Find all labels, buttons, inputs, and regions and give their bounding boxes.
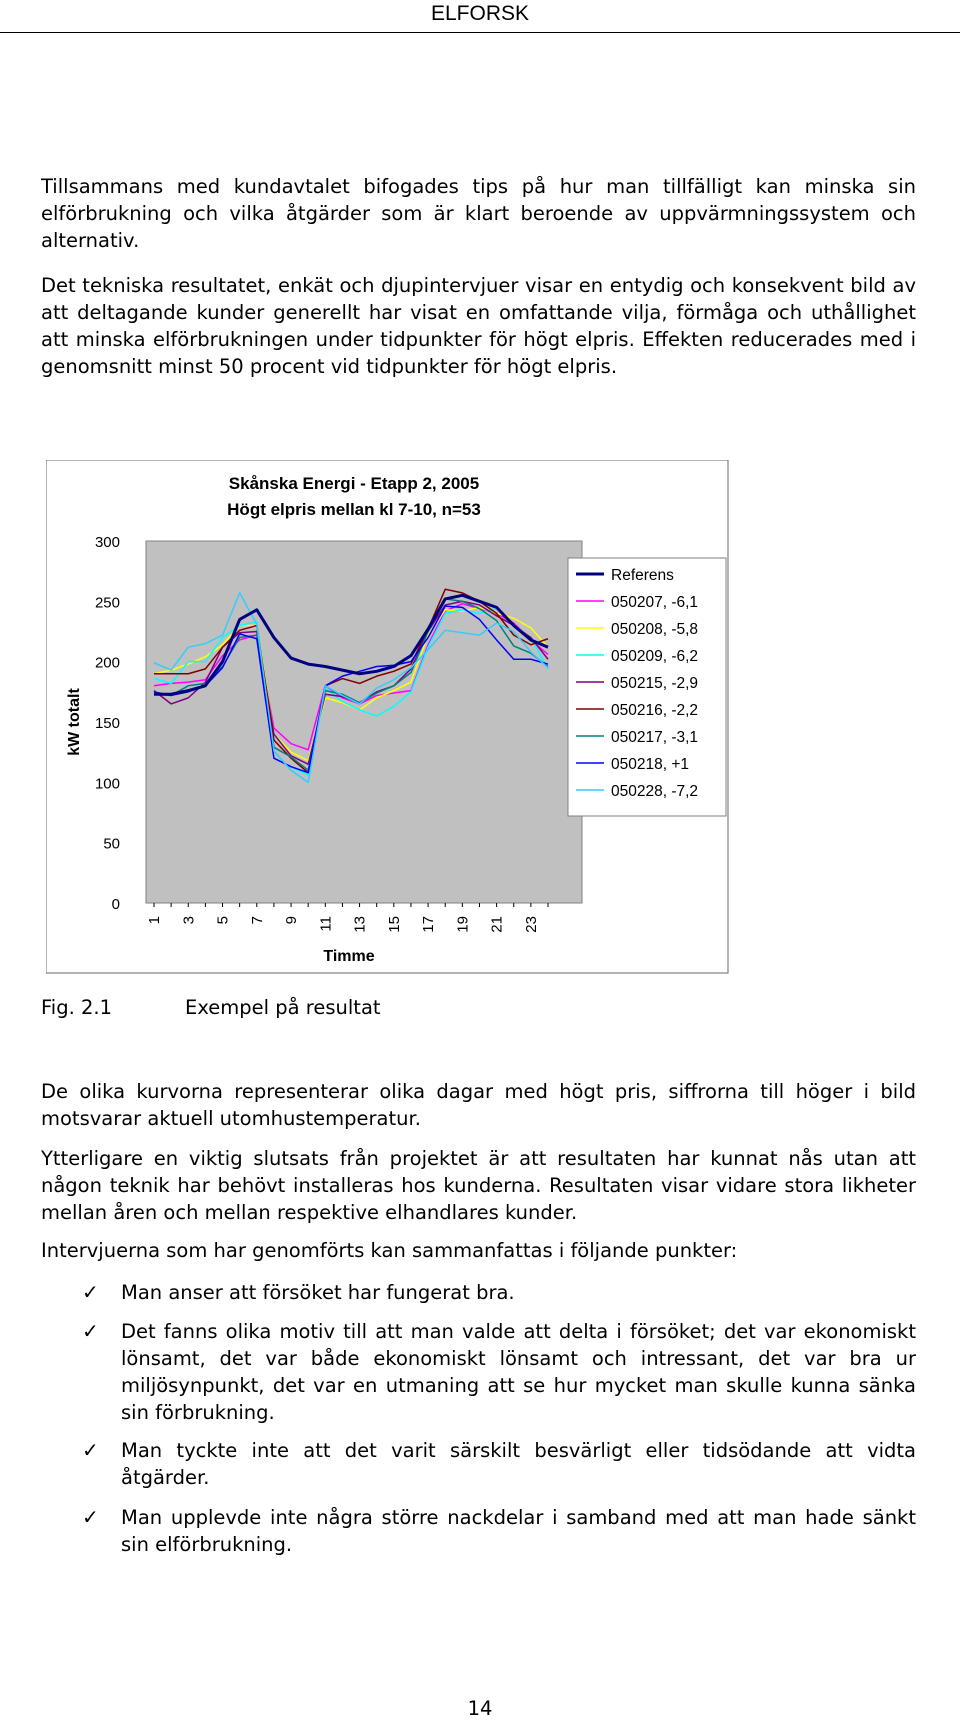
y-tick-label: 250 — [94, 594, 120, 612]
x-axis-label: Timme — [323, 948, 375, 965]
x-tick-label: 17 — [420, 916, 438, 933]
x-tick-label: 5 — [214, 916, 232, 925]
paragraph-results: Det tekniska resultatet, enkät och djupintervjuer visar en entydig och konsekvent bild av att deltagande kunder generellt har visat en omfattande vilja, förmåga och uthållighet att minska elförbrukningen under tidpunkter för högt elpris. Effekten reducerades med i genomsnitt minst 50 procent vid tidpunkter för högt elpris. — [41, 274, 916, 378]
legend — [568, 558, 726, 816]
bullet-item: Det fanns olika motiv till att man valde att delta i försöket; det var ekonomiskt lönsamt, det var både ekonomiskt lönsamt och intressant, det var bra ur miljösynpunkt, det var en utmaning att se hur mycket man skulle kunna sänka sin förbrukning. — [121, 1320, 916, 1424]
legend-label: 050216, -2,2 — [611, 702, 699, 719]
x-tick-label: 21 — [488, 916, 506, 933]
checkmark-icon: ✓ — [82, 1505, 99, 1529]
paragraph-intro: Tillsammans med kundavtalet bifogades tips på hur man tillfälligt kan minska sin elförbrukning och vilka åtgärder som är klart beroende av uppvärmningssystem och alternativ. — [41, 175, 916, 252]
paragraph-interviews: Intervjuerna som har genomförts kan sammanfattas i följande punkter: — [41, 1239, 738, 1262]
chart-subtitle: Högt elpris mellan kl 7-10, n=53 — [227, 500, 481, 519]
x-tick-label: 13 — [351, 916, 369, 933]
x-tick-label: 11 — [317, 916, 335, 932]
bullet-item: Man upplevde inte några större nackdelar i samband med att man hade sänkt sin elförbrukning. — [121, 1506, 916, 1556]
header-title: ELFORSK — [430, 2, 530, 25]
y-axis-label: kW totalt — [66, 688, 83, 756]
paragraph-conclusion: Ytterligare en viktig slutsats från projektet är att resultaten har kunnat nås utan att någon teknik har behövt installeras hos kunderna. Resultaten visar vidare stora likheter mellan åren och mellan respektive elhandlares kunder. — [41, 1147, 916, 1224]
figure-caption-number: Fig. 2.1 — [41, 996, 113, 1019]
plot-area — [146, 541, 582, 903]
y-tick-label: 150 — [94, 715, 120, 732]
x-tick-label: 3 — [180, 916, 198, 925]
bullet-item: Man tyckte inte att det varit särskilt besvärligt eller tidsödande att vidta åtgärder. — [121, 1439, 916, 1489]
legend-label: Referens — [611, 567, 674, 584]
page-number: 14 — [467, 1697, 493, 1720]
legend-label: 050208, -5,8 — [611, 621, 699, 638]
legend-label: 050218, +1 — [611, 756, 690, 773]
x-tick-label: 9 — [283, 916, 301, 925]
x-tick-label: 19 — [454, 916, 472, 933]
x-tick-label: 1 — [146, 916, 163, 925]
y-tick-label: 0 — [111, 896, 120, 913]
x-tick-label: 7 — [248, 916, 266, 925]
legend-label: 050207, -6,1 — [611, 594, 699, 611]
legend-label: 050228, -7,2 — [611, 783, 699, 800]
x-tick-label: 15 — [385, 916, 403, 933]
y-tick-label: 200 — [94, 654, 120, 672]
bullet-item: Man anser att försöket har fungerat bra. — [121, 1281, 515, 1304]
page-header — [0, 0, 960, 33]
y-tick-label: 50 — [103, 835, 120, 853]
legend-label: 050217, -3,1 — [611, 729, 699, 746]
figure-caption-text: Exempel på resultat — [185, 996, 381, 1019]
checkmark-icon: ✓ — [82, 1280, 99, 1304]
legend-label: 050215, -2,9 — [611, 675, 699, 692]
checkmark-icon: ✓ — [82, 1319, 99, 1343]
figure-chart — [46, 460, 730, 975]
y-tick-label: 100 — [94, 775, 120, 793]
x-tick-label: 23 — [522, 916, 540, 933]
paragraph-curves: De olika kurvorna representerar olika dagar med högt pris, siffrorna till höger i bild motsvarar aktuell utomhustemperatur. — [41, 1080, 916, 1130]
legend-label: 050209, -6,2 — [611, 648, 699, 665]
chart-title: Skånska Energi - Etapp 2, 2005 — [228, 474, 480, 493]
checkmark-icon: ✓ — [82, 1438, 99, 1462]
y-tick-label: 300 — [94, 534, 120, 551]
